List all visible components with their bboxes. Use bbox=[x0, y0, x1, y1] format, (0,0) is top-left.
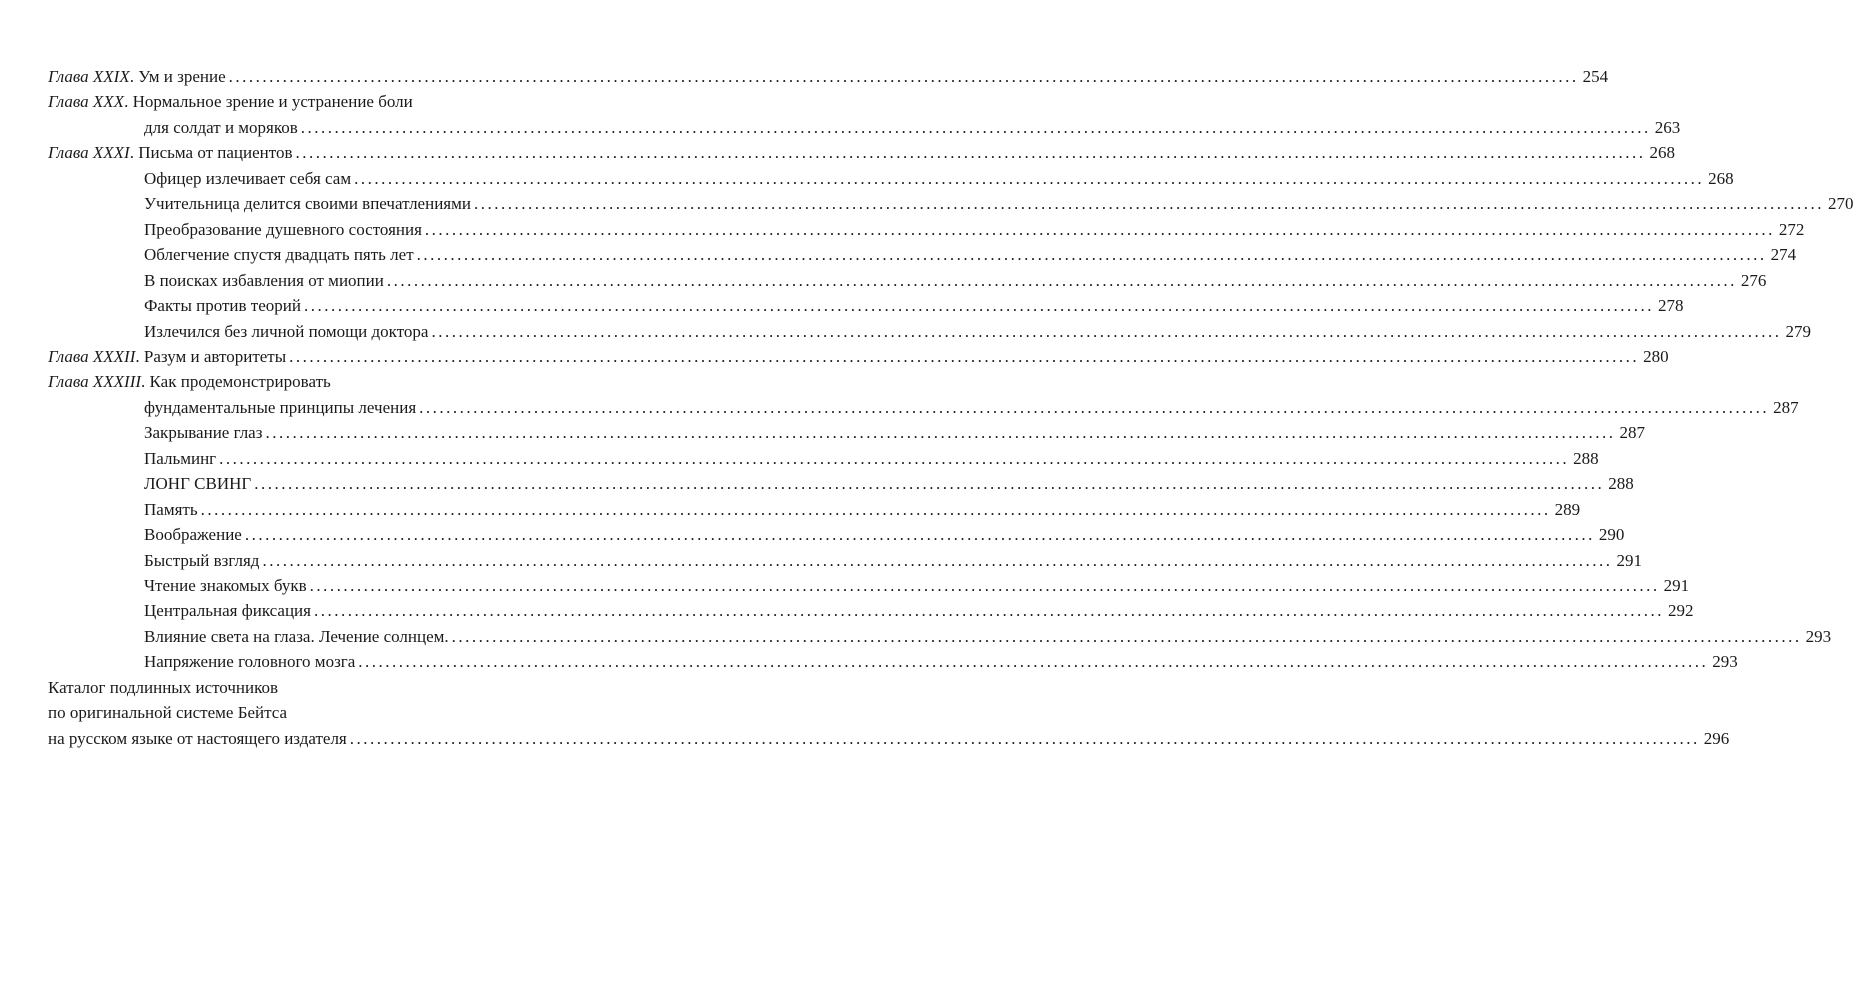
toc-entry-label bbox=[144, 598, 311, 624]
toc-page-number: 289 bbox=[1554, 499, 1581, 519]
toc-entry-label bbox=[144, 293, 301, 319]
toc-entry-title: . Разум и авторитеты bbox=[135, 346, 287, 366]
toc-entry-label bbox=[144, 191, 471, 217]
toc-page-number: 288 bbox=[1573, 448, 1599, 468]
dot-leader: ........................................................................................................................................................................................................ bbox=[228, 67, 1579, 86]
toc-entry bbox=[144, 497, 1581, 523]
toc-entry-title: . Нормальное зрение и устранение боли bbox=[124, 92, 413, 112]
dot-leader: ........................................................................................................................................................................................................ bbox=[289, 346, 1640, 366]
toc-entry bbox=[48, 726, 1730, 752]
toc-entry bbox=[144, 548, 1642, 574]
toc-entry bbox=[144, 115, 1681, 141]
toc-page-number: 293 bbox=[1712, 652, 1738, 672]
toc-entry bbox=[144, 649, 1738, 675]
dot-leader: ........................................................................................................................................................................................................ bbox=[200, 499, 1551, 519]
toc-page-number: 272 bbox=[1778, 219, 1805, 239]
dot-leader: ........................................................................................................................................................................................................ bbox=[219, 448, 1570, 468]
toc-entry-title: . Ум и зрение bbox=[129, 67, 226, 86]
toc-page-number: 278 bbox=[1657, 296, 1684, 316]
toc-entry bbox=[48, 369, 331, 395]
toc-entry-title: . Письма от пациентов bbox=[129, 143, 293, 163]
toc-page-number: 291 bbox=[1616, 550, 1642, 570]
toc-entry bbox=[48, 64, 1609, 90]
dot-leader: ........................................................................................................................................................................................................ bbox=[424, 219, 1775, 239]
toc-entry bbox=[48, 344, 1669, 370]
toc-entry-label bbox=[48, 344, 286, 370]
dot-leader: ........................................................................................................................................................................................................ bbox=[265, 423, 1616, 443]
toc-entry-title: на русском языке от настоящего издателя bbox=[48, 728, 347, 748]
toc-page-number: 276 bbox=[1740, 270, 1767, 290]
toc-entry-title: Облегчение спустя двадцать пять лет bbox=[144, 245, 414, 265]
toc-entry-title: Воображение bbox=[144, 525, 242, 545]
toc-entry-label bbox=[144, 268, 384, 294]
toc-page-number: 270 bbox=[1827, 194, 1853, 214]
toc-page-number: 274 bbox=[1770, 245, 1797, 265]
dot-leader: ........................................................................................................................................................................................................ bbox=[254, 474, 1605, 494]
toc-entry-label bbox=[48, 726, 347, 752]
toc-entry-label bbox=[144, 649, 355, 675]
toc-entry-title: ЛОНГ СВИНГ bbox=[144, 474, 252, 494]
toc-entry-title: по оригинальной системе Бейтса bbox=[48, 703, 288, 723]
toc-entry-title: Излечился без личной помощи доктора bbox=[144, 321, 429, 341]
toc-entry-label bbox=[144, 395, 416, 421]
dot-leader: ........................................................................................................................................................................................................ bbox=[309, 576, 1660, 595]
toc-entry bbox=[144, 624, 1832, 650]
toc-page-number: 263 bbox=[1654, 117, 1681, 137]
toc-entry bbox=[48, 89, 413, 115]
toc-entry-title: Преобразование душевного состояния bbox=[144, 219, 422, 239]
toc-entry bbox=[144, 268, 1767, 294]
toc-page-number: 268 bbox=[1708, 168, 1734, 188]
toc-page-number: 287 bbox=[1619, 423, 1645, 443]
toc-entry-label bbox=[144, 624, 449, 650]
dot-leader: ........................................................................................................................................................................................................ bbox=[313, 601, 1664, 621]
dot-leader: ........................................................................................................................................................................................................ bbox=[358, 652, 1709, 672]
toc-entry bbox=[48, 675, 278, 701]
dot-leader: ........................................................................................................................................................................................................ bbox=[262, 550, 1613, 570]
toc-entry-title: фундаментальные принципы лечения bbox=[144, 397, 417, 417]
toc-entry bbox=[144, 446, 1599, 472]
toc-entry-label bbox=[48, 64, 226, 90]
toc-entry-label bbox=[144, 420, 262, 446]
toc-entry-title: для солдат и моряков bbox=[144, 117, 298, 137]
toc-entry bbox=[144, 319, 1811, 345]
toc-entry-label bbox=[144, 115, 298, 141]
toc-entry-label bbox=[144, 522, 242, 548]
toc-page-number: 288 bbox=[1608, 474, 1634, 494]
toc-entry bbox=[144, 420, 1645, 446]
toc-entry-label bbox=[48, 700, 287, 726]
toc-entry-title: Закрывание глаз bbox=[144, 423, 263, 443]
toc-entry-label bbox=[144, 471, 251, 497]
dot-leader: ........................................................................................................................................................................................................ bbox=[473, 194, 1824, 214]
toc-chapter-number: Глава XXX bbox=[48, 92, 125, 112]
toc-entry bbox=[48, 140, 1675, 166]
toc-chapter-number: Глава XXIX bbox=[48, 67, 130, 86]
toc-entry bbox=[48, 700, 287, 726]
dot-leader: ........................................................................................................................................................................................................ bbox=[451, 626, 1802, 646]
toc-entry bbox=[144, 573, 1690, 599]
dot-leader: ........................................................................................................................................................................................................ bbox=[419, 397, 1770, 417]
dot-leader: ........................................................................................................................................................................................................ bbox=[354, 168, 1705, 188]
toc-entry-title: Память bbox=[144, 499, 198, 519]
dot-leader: ........................................................................................................................................................................................................ bbox=[349, 728, 1700, 748]
toc-entry-title: Влияние света на глаза. Лечение солнцем. bbox=[144, 626, 449, 646]
toc-page-number: 296 bbox=[1703, 728, 1730, 748]
toc-chapter-number: Глава XXXIII bbox=[48, 372, 142, 392]
dot-leader: ........................................................................................................................................................................................................ bbox=[303, 296, 1654, 316]
toc-entry-label bbox=[48, 140, 293, 166]
dot-leader: ........................................................................................................................................................................................................ bbox=[431, 321, 1782, 341]
dot-leader: ........................................................................................................................................................................................................ bbox=[416, 245, 1767, 265]
toc-entry-title: Чтение знакомых букв bbox=[144, 576, 307, 595]
toc-entry bbox=[144, 242, 1797, 268]
toc-page-number: 290 bbox=[1598, 525, 1625, 545]
toc-entry-label bbox=[144, 548, 259, 574]
toc-entry-title: Офицер излечивает себя сам bbox=[144, 168, 352, 188]
toc-entry-label bbox=[144, 217, 422, 243]
toc-chapter-number: Глава XXXII bbox=[48, 346, 136, 366]
toc-entry bbox=[144, 293, 1684, 319]
toc-entry bbox=[144, 522, 1625, 548]
toc-entry bbox=[144, 191, 1853, 217]
toc-entry-title: Пальминг bbox=[144, 448, 217, 468]
toc-entry-label bbox=[144, 497, 198, 523]
dot-leader: ........................................................................................................................................................................................................ bbox=[244, 525, 1595, 545]
toc-entry bbox=[144, 471, 1634, 497]
toc-page-number: 279 bbox=[1785, 321, 1811, 341]
toc-entry-title: Учительница делится своими впечатлениями bbox=[144, 194, 471, 214]
toc-entry-title: В поисках избавления от миопии bbox=[144, 270, 384, 290]
toc-page-number: 287 bbox=[1773, 397, 1799, 417]
dot-leader: ........................................................................................................................................................................................................ bbox=[300, 117, 1651, 137]
toc-entry-label bbox=[144, 446, 216, 472]
toc-page-number: 293 bbox=[1805, 626, 1832, 646]
toc-page-number: 292 bbox=[1667, 601, 1694, 621]
toc-entry bbox=[144, 166, 1734, 192]
toc-entry-title: Напряжение головного мозга bbox=[144, 652, 356, 672]
toc-entry-label bbox=[144, 319, 428, 345]
toc-page-number: 280 bbox=[1643, 346, 1669, 366]
toc-page-number: 268 bbox=[1649, 143, 1675, 163]
toc-entry-label bbox=[144, 573, 307, 599]
toc-entry-title: Каталог подлинных источников bbox=[48, 677, 279, 697]
toc-entry bbox=[144, 217, 1805, 243]
toc-entry-label bbox=[144, 166, 351, 192]
toc-entry-label bbox=[48, 369, 331, 395]
toc-entry bbox=[144, 598, 1694, 624]
toc-page-number: 254 bbox=[1582, 67, 1609, 86]
dot-leader: ........................................................................................................................................................................................................ bbox=[295, 143, 1646, 163]
toc-entry-title: Быстрый взгляд bbox=[144, 550, 260, 570]
dot-leader: ........................................................................................................................................................................................................ bbox=[386, 270, 1737, 290]
toc-entry-label bbox=[48, 89, 413, 115]
toc-entry-title: . Как продемонстрировать bbox=[141, 372, 331, 392]
toc-entry-title: Факты против теорий bbox=[144, 296, 301, 316]
toc-entry bbox=[144, 395, 1799, 421]
toc-entry-title: Центральная фиксация bbox=[144, 601, 311, 621]
toc-chapter-number: Глава XXXI bbox=[48, 143, 130, 163]
toc-entry-label bbox=[144, 242, 414, 268]
toc-entry-label bbox=[48, 675, 278, 701]
toc-page-number: 291 bbox=[1663, 576, 1690, 595]
